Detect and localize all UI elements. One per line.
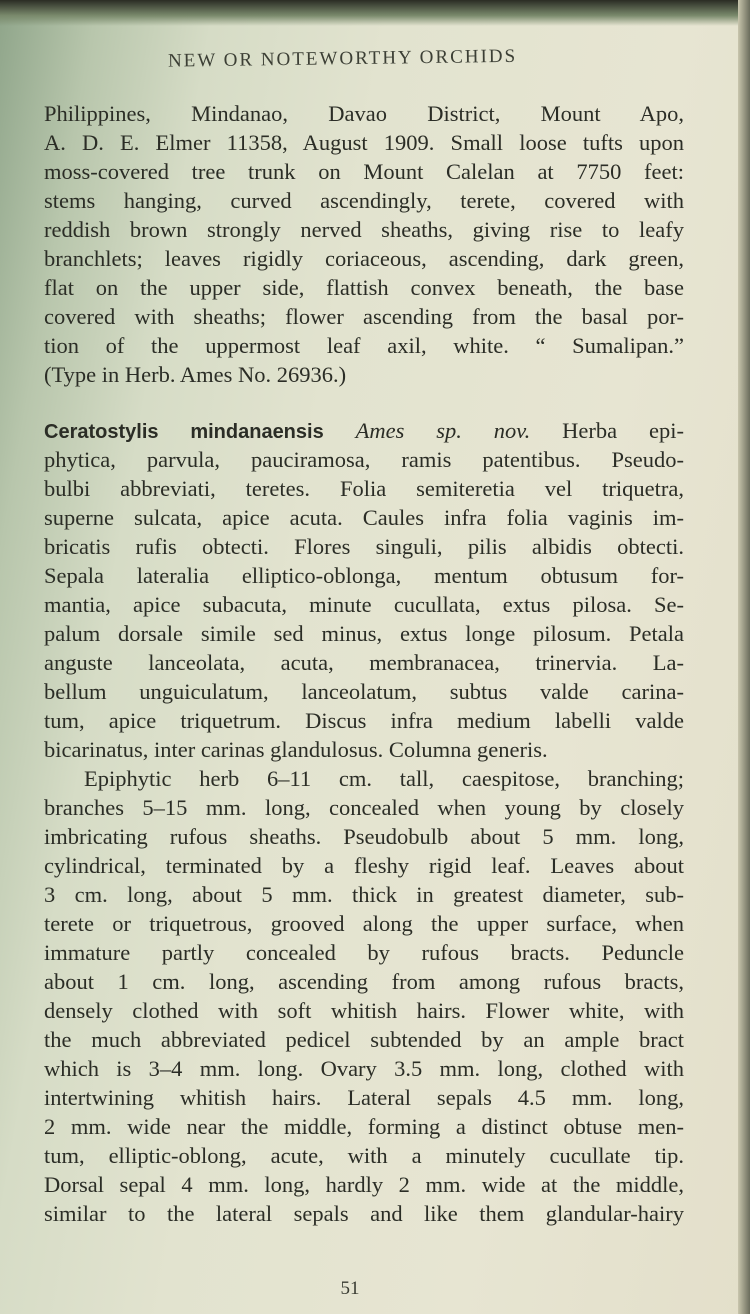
text-line: reddish brown strongly nerved sheaths, giving rise to leafy: [44, 217, 684, 242]
english-line: the much abbreviated pedicel subtended by an ample bract: [44, 1027, 684, 1052]
text-line: moss-covered tree trunk on Mount Calelan at 7750 feet:: [44, 159, 684, 184]
english-line: cylindrical, terminated by a fleshy rigid leaf. Leaves about: [44, 853, 684, 878]
latin-line: phytica, parvula, pauciramosa, ramis patentibus. Pseudo-: [44, 447, 684, 472]
english-line: 3 cm. long, about 5 mm. thick in greatest diameter, sub-: [44, 882, 684, 907]
english-line: Dorsal sepal 4 mm. long, hardly 2 mm. wide at the middle,: [44, 1172, 684, 1197]
text-line: A. D. E. Elmer 11358, August 1909. Small loose tufts upon: [44, 130, 684, 155]
page-edge-shadow: [738, 0, 750, 1314]
latin-line: superne sulcata, apice acuta. Caules infra folia vaginis im-: [44, 505, 684, 530]
species-heading-rest: Herba epi-: [562, 418, 685, 443]
english-line: branches 5–15 mm. long, concealed when young by closely: [44, 795, 684, 820]
english-line: intertwining whitish hairs. Lateral sepals 4.5 mm. long,: [44, 1085, 684, 1110]
latin-line: tum, apice triquetrum. Discus infra medium labelli valde: [44, 708, 684, 733]
latin-line: Sepala lateralia elliptico-oblonga, mentum obtusum for-: [44, 563, 684, 588]
english-line: about 1 cm. long, ascending from among rufous bracts,: [44, 969, 684, 994]
text-line: (Type in Herb. Ames No. 26936.): [44, 362, 347, 387]
latin-line: anguste lanceolata, acuta, membranacea, trinervia. La-: [44, 650, 684, 675]
latin-line: bellum unguiculatum, lanceolatum, subtus valde carina-: [44, 679, 684, 704]
latin-line: bicarinatus, inter carinas glandulosus. Columna generis.: [44, 737, 548, 762]
english-line: imbricating rufous sheaths. Pseudobulb about 5 mm. long,: [44, 824, 684, 849]
page-number: 51: [340, 1278, 360, 1299]
species-heading-line: [44, 417, 684, 446]
text-line: tion of the uppermost leaf axil, white. “ Sumalipan.”: [44, 333, 684, 358]
english-line: immature partly concealed by rufous bracts. Peduncle: [44, 940, 684, 965]
text-line: covered with sheaths; flower ascending from the basal por-: [44, 304, 684, 329]
text-line: Philippines, Mindanao, Davao District, Mount Apo,: [44, 101, 684, 126]
page-top-shadow: [0, 0, 750, 26]
english-line: terete or triquetrous, grooved along the upper surface, when: [44, 911, 684, 936]
latin-line: bulbi abbreviati, teretes. Folia semiteretia vel triquetra,: [44, 476, 684, 501]
species-name: Ceratostylis mindanaensis: [44, 421, 324, 443]
species-authority: Ames sp. nov.: [355, 418, 531, 443]
english-line: tum, elliptic-oblong, acute, with a minutely cucullate tip.: [44, 1143, 684, 1168]
english-line: which is 3–4 mm. long. Ovary 3.5 mm. long, clothed with: [44, 1056, 684, 1081]
latin-line: palum dorsale simile sed minus, extus longe pilosum. Petala: [44, 621, 684, 646]
english-line: similar to the lateral sepals and like them glandular-hairy: [44, 1201, 684, 1226]
text-line: branchlets; leaves rigidly coriaceous, ascending, dark green,: [44, 246, 684, 271]
latin-line: mantia, apice subacuta, minute cucullata, extus pilosa. Se-: [44, 592, 684, 617]
english-line: 2 mm. wide near the middle, forming a distinct obtuse men-: [44, 1114, 684, 1139]
running-head: NEW OR NOTEWORTHY ORCHIDS: [167, 45, 518, 72]
english-line: Epiphytic herb 6–11 cm. tall, caespitose, branching;: [84, 766, 684, 791]
text-line: flat on the upper side, flattish convex beneath, the base: [44, 275, 684, 300]
latin-line: bricatis rufis obtecti. Flores singuli, pilis albidis obtecti.: [44, 534, 684, 559]
text-line: stems hanging, curved ascendingly, terete, covered with: [44, 188, 684, 213]
english-line: densely clothed with soft whitish hairs. Flower white, with: [44, 998, 684, 1023]
